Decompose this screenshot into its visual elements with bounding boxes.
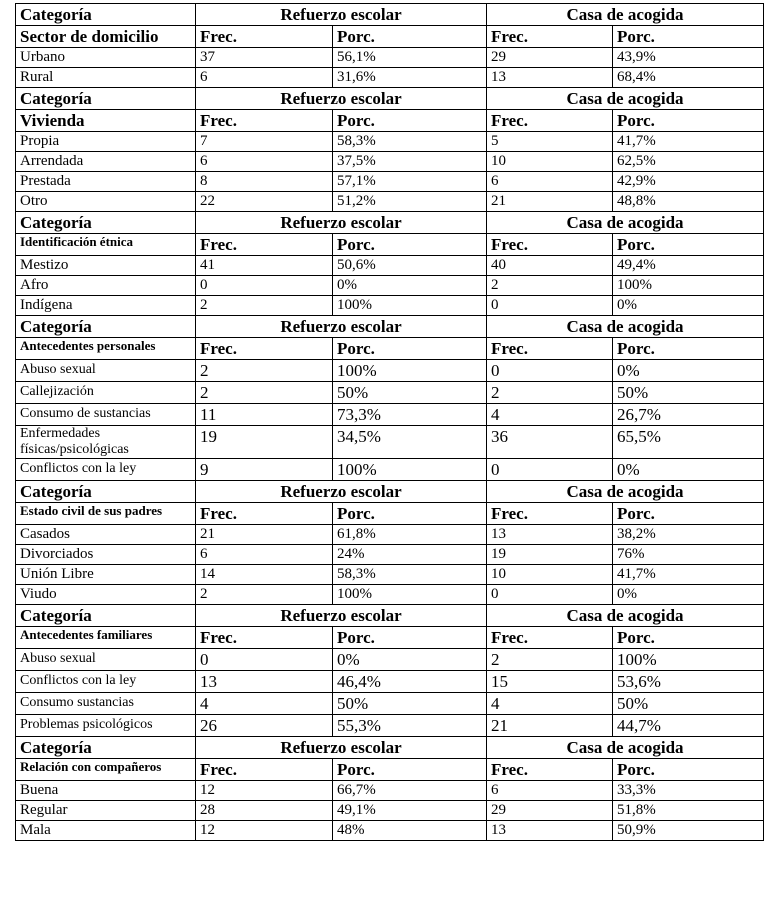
acogida-freq-cell: 13 [487,68,613,88]
refuerzo-pct-cell: 56,1% [333,48,487,68]
group-casa-acogida-header: Casa de acogida [487,4,764,26]
freq-header: Frec. [196,110,333,132]
category-header-row [16,4,764,26]
refuerzo-freq-cell: 9 [196,459,333,481]
table-row [16,585,764,605]
refuerzo-freq-cell: 2 [196,360,333,382]
category-header-row [16,212,764,234]
acogida-pct-cell: 50% [613,382,764,404]
acogida-pct-cell: 76% [613,545,764,565]
refuerzo-pct-cell: 61,8% [333,525,487,545]
row-label: Problemas psicológicos [16,715,196,737]
table-row [16,426,764,459]
section-subheader-row [16,234,764,256]
refuerzo-freq-cell: 22 [196,192,333,212]
row-label: Conflictos con la ley [16,459,196,481]
refuerzo-pct-cell: 0% [333,649,487,671]
refuerzo-pct-cell: 31,6% [333,68,487,88]
category-label: Categoría [16,481,196,503]
row-label: Prestada [16,172,196,192]
category-label: Categoría [16,88,196,110]
refuerzo-pct-cell: 100% [333,459,487,481]
pct-header: Porc. [333,26,487,48]
row-label: Divorciados [16,545,196,565]
group-casa-acogida-header: Casa de acogida [487,481,764,503]
table-row [16,68,764,88]
acogida-pct-cell: 41,7% [613,132,764,152]
acogida-pct-cell: 33,3% [613,781,764,801]
row-label: Abuso sexual [16,649,196,671]
pct-header: Porc. [613,26,764,48]
pct-header: Porc. [333,503,487,525]
refuerzo-freq-cell: 37 [196,48,333,68]
refuerzo-freq-cell: 4 [196,693,333,715]
refuerzo-pct-cell: 37,5% [333,152,487,172]
group-casa-acogida-header: Casa de acogida [487,316,764,338]
acogida-freq-cell: 5 [487,132,613,152]
pct-header: Porc. [333,338,487,360]
acogida-freq-cell: 36 [487,426,613,459]
group-refuerzo-escolar-header: Refuerzo escolar [196,4,487,26]
acogida-freq-cell: 13 [487,821,613,841]
row-label: Conflictos con la ley [16,671,196,693]
refuerzo-freq-cell: 6 [196,545,333,565]
group-refuerzo-escolar-header: Refuerzo escolar [196,737,487,759]
group-refuerzo-escolar-header: Refuerzo escolar [196,605,487,627]
section-subheader-row [16,759,764,781]
section-subheader-row [16,627,764,649]
refuerzo-freq-cell: 2 [196,382,333,404]
acogida-pct-cell: 49,4% [613,256,764,276]
row-label: Buena [16,781,196,801]
acogida-freq-cell: 21 [487,715,613,737]
refuerzo-pct-cell: 50% [333,382,487,404]
refuerzo-freq-cell: 14 [196,565,333,585]
acogida-pct-cell: 0% [613,360,764,382]
group-refuerzo-escolar-header: Refuerzo escolar [196,481,487,503]
table-row [16,152,764,172]
pct-header: Porc. [613,234,764,256]
section-subheader-row [16,110,764,132]
table-row [16,256,764,276]
refuerzo-pct-cell: 100% [333,585,487,605]
freq-header: Frec. [487,338,613,360]
row-label: Enfermedades físicas/psicológicas [16,426,196,459]
section-title: Antecedentes personales [16,338,196,360]
refuerzo-pct-cell: 34,5% [333,426,487,459]
pct-header: Porc. [333,110,487,132]
freq-header: Frec. [196,338,333,360]
row-label: Afro [16,276,196,296]
table-row [16,821,764,841]
acogida-pct-cell: 0% [613,296,764,316]
section-subheader-row [16,503,764,525]
category-header-row [16,481,764,503]
acogida-freq-cell: 40 [487,256,613,276]
row-label: Mala [16,821,196,841]
acogida-freq-cell: 21 [487,192,613,212]
pct-header: Porc. [613,759,764,781]
acogida-freq-cell: 10 [487,152,613,172]
acogida-pct-cell: 50,9% [613,821,764,841]
section-title: Identificación étnica [16,234,196,256]
group-casa-acogida-header: Casa de acogida [487,88,764,110]
acogida-freq-cell: 29 [487,801,613,821]
table-row [16,404,764,426]
category-label: Categoría [16,737,196,759]
category-label: Categoría [16,212,196,234]
freq-header: Frec. [487,759,613,781]
acogida-freq-cell: 6 [487,172,613,192]
acogida-pct-cell: 26,7% [613,404,764,426]
acogida-pct-cell: 100% [613,276,764,296]
section-title: Estado civil de sus padres [16,503,196,525]
table-row [16,565,764,585]
row-label: Consumo sustancias [16,693,196,715]
refuerzo-freq-cell: 41 [196,256,333,276]
table-row [16,671,764,693]
freq-header: Frec. [196,759,333,781]
table-row [16,801,764,821]
group-casa-acogida-header: Casa de acogida [487,212,764,234]
acogida-pct-cell: 65,5% [613,426,764,459]
refuerzo-pct-cell: 57,1% [333,172,487,192]
row-label: Casados [16,525,196,545]
acogida-pct-cell: 41,7% [613,565,764,585]
row-label: Urbano [16,48,196,68]
group-refuerzo-escolar-header: Refuerzo escolar [196,88,487,110]
refuerzo-pct-cell: 66,7% [333,781,487,801]
group-casa-acogida-header: Casa de acogida [487,737,764,759]
table-row [16,48,764,68]
refuerzo-freq-cell: 12 [196,781,333,801]
category-header-row [16,605,764,627]
table-row [16,715,764,737]
freq-header: Frec. [196,26,333,48]
freq-header: Frec. [487,26,613,48]
acogida-freq-cell: 0 [487,360,613,382]
refuerzo-freq-cell: 28 [196,801,333,821]
row-label: Abuso sexual [16,360,196,382]
refuerzo-pct-cell: 58,3% [333,565,487,585]
table-row [16,296,764,316]
refuerzo-pct-cell: 73,3% [333,404,487,426]
row-label: Rural [16,68,196,88]
acogida-freq-cell: 13 [487,525,613,545]
table-row [16,172,764,192]
section-title: Antecedentes familiares [16,627,196,649]
refuerzo-freq-cell: 13 [196,671,333,693]
category-header-row [16,88,764,110]
acogida-pct-cell: 48,8% [613,192,764,212]
refuerzo-pct-cell: 50% [333,693,487,715]
table-row [16,693,764,715]
acogida-freq-cell: 2 [487,649,613,671]
pct-header: Porc. [333,234,487,256]
acogida-freq-cell: 15 [487,671,613,693]
acogida-freq-cell: 0 [487,296,613,316]
acogida-pct-cell: 0% [613,459,764,481]
refuerzo-freq-cell: 2 [196,585,333,605]
acogida-pct-cell: 43,9% [613,48,764,68]
acogida-pct-cell: 53,6% [613,671,764,693]
pct-header: Porc. [333,627,487,649]
refuerzo-pct-cell: 0% [333,276,487,296]
table-row [16,545,764,565]
freq-header: Frec. [196,503,333,525]
section-title: Vivienda [16,110,196,132]
refuerzo-pct-cell: 50,6% [333,256,487,276]
freq-header: Frec. [196,627,333,649]
row-label: Consumo de sustancias [16,404,196,426]
acogida-pct-cell: 42,9% [613,172,764,192]
pct-header: Porc. [613,503,764,525]
table-row [16,781,764,801]
refuerzo-pct-cell: 49,1% [333,801,487,821]
acogida-pct-cell: 51,8% [613,801,764,821]
category-label: Categoría [16,605,196,627]
acogida-freq-cell: 0 [487,585,613,605]
freq-header: Frec. [487,503,613,525]
freq-header: Frec. [487,110,613,132]
acogida-freq-cell: 29 [487,48,613,68]
row-label: Indígena [16,296,196,316]
table-row [16,360,764,382]
refuerzo-pct-cell: 100% [333,296,487,316]
category-label: Categoría [16,316,196,338]
refuerzo-freq-cell: 21 [196,525,333,545]
acogida-freq-cell: 19 [487,545,613,565]
table-row [16,132,764,152]
refuerzo-pct-cell: 55,3% [333,715,487,737]
table-row [16,382,764,404]
refuerzo-freq-cell: 12 [196,821,333,841]
table-row [16,192,764,212]
table-row [16,459,764,481]
table-row [16,525,764,545]
refuerzo-freq-cell: 19 [196,426,333,459]
table-row [16,649,764,671]
table-row [16,276,764,296]
frequency-table [15,3,763,841]
section-title: Sector de domicilio [16,26,196,48]
refuerzo-freq-cell: 7 [196,132,333,152]
category-label: Categoría [16,4,196,26]
acogida-pct-cell: 0% [613,585,764,605]
row-label: Arrendada [16,152,196,172]
refuerzo-pct-cell: 51,2% [333,192,487,212]
acogida-freq-cell: 0 [487,459,613,481]
acogida-pct-cell: 38,2% [613,525,764,545]
group-refuerzo-escolar-header: Refuerzo escolar [196,212,487,234]
acogida-freq-cell: 2 [487,276,613,296]
refuerzo-freq-cell: 6 [196,152,333,172]
group-casa-acogida-header: Casa de acogida [487,605,764,627]
refuerzo-freq-cell: 11 [196,404,333,426]
group-refuerzo-escolar-header: Refuerzo escolar [196,316,487,338]
section-subheader-row [16,338,764,360]
row-label: Propia [16,132,196,152]
acogida-freq-cell: 4 [487,404,613,426]
category-header-row [16,737,764,759]
acogida-pct-cell: 62,5% [613,152,764,172]
freq-header: Frec. [487,234,613,256]
acogida-pct-cell: 68,4% [613,68,764,88]
refuerzo-pct-cell: 100% [333,360,487,382]
acogida-pct-cell: 50% [613,693,764,715]
row-label: Otro [16,192,196,212]
refuerzo-pct-cell: 46,4% [333,671,487,693]
refuerzo-pct-cell: 24% [333,545,487,565]
row-label: Regular [16,801,196,821]
pct-header: Porc. [613,627,764,649]
refuerzo-freq-cell: 0 [196,276,333,296]
pct-header: Porc. [613,110,764,132]
refuerzo-freq-cell: 26 [196,715,333,737]
freq-header: Frec. [487,627,613,649]
freq-header: Frec. [196,234,333,256]
refuerzo-freq-cell: 8 [196,172,333,192]
acogida-pct-cell: 44,7% [613,715,764,737]
refuerzo-freq-cell: 6 [196,68,333,88]
acogida-freq-cell: 2 [487,382,613,404]
acogida-freq-cell: 10 [487,565,613,585]
pct-header: Porc. [333,759,487,781]
refuerzo-pct-cell: 58,3% [333,132,487,152]
category-header-row [16,316,764,338]
row-label: Mestizo [16,256,196,276]
pct-header: Porc. [613,338,764,360]
acogida-pct-cell: 100% [613,649,764,671]
section-title: Relación con compañeros [16,759,196,781]
refuerzo-freq-cell: 2 [196,296,333,316]
row-label: Unión Libre [16,565,196,585]
row-label: Viudo [16,585,196,605]
acogida-freq-cell: 4 [487,693,613,715]
section-subheader-row [16,26,764,48]
acogida-freq-cell: 6 [487,781,613,801]
refuerzo-pct-cell: 48% [333,821,487,841]
row-label: Callejización [16,382,196,404]
refuerzo-freq-cell: 0 [196,649,333,671]
